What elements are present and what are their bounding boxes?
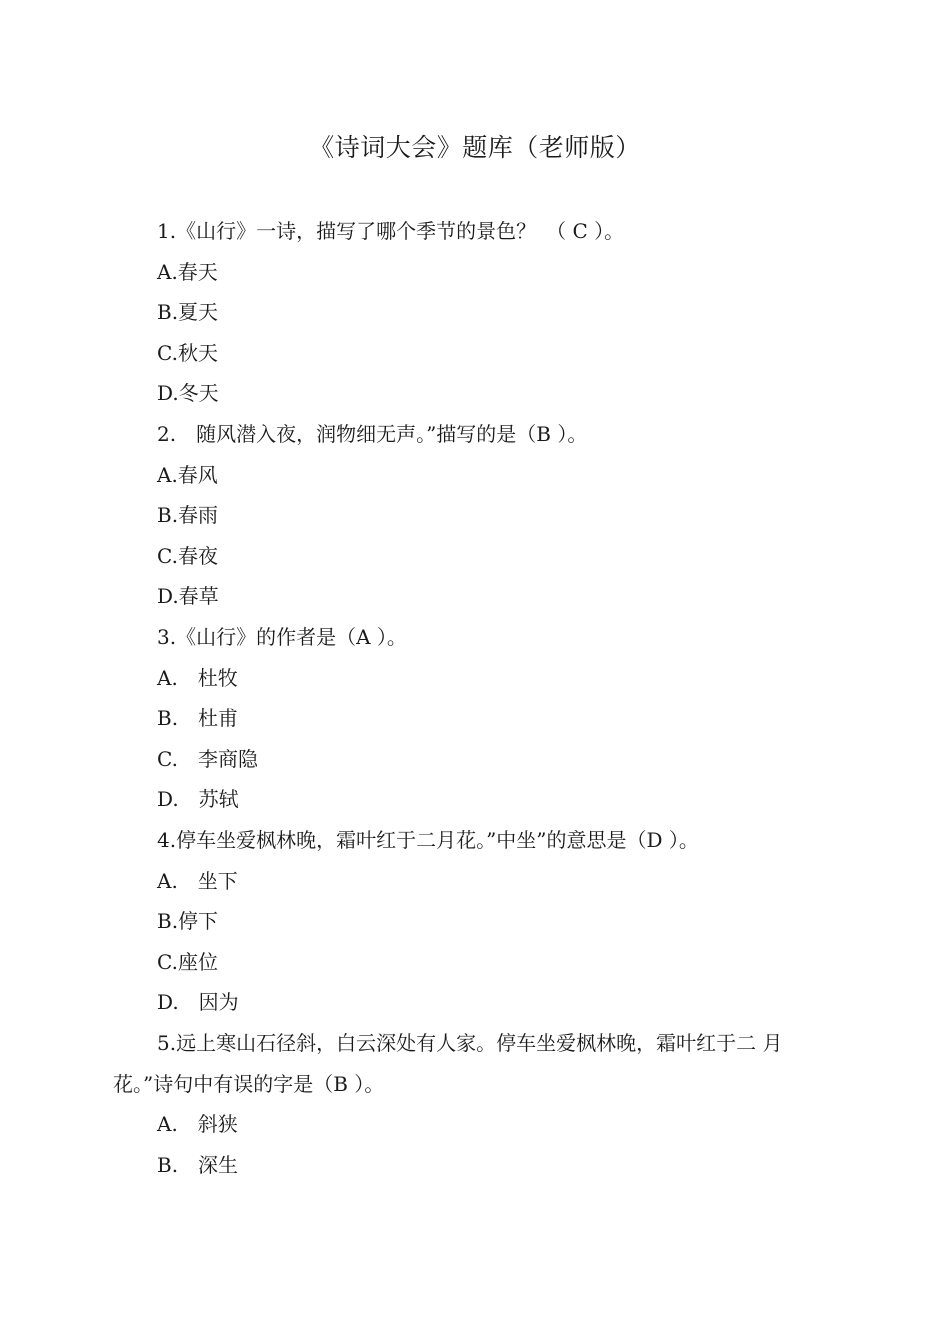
document-title: 《诗词大会》题库（老师版） xyxy=(309,133,641,162)
option-2c: C.春夜 xyxy=(157,544,218,568)
option-1b: B.夏天 xyxy=(157,300,219,324)
option-4c: C.座位 xyxy=(157,950,218,974)
option-2d: D.春草 xyxy=(157,584,219,608)
option-3b: B. 杜甫 xyxy=(157,706,239,730)
question-3: 3.《山行》的作者是（A ）。 xyxy=(157,625,407,649)
option-3c: C. 李商隐 xyxy=(157,747,258,771)
option-1a: A.春天 xyxy=(157,260,218,284)
question-1: 1.《山行》一诗，描写了哪个季节的景色？ （ C ）。 xyxy=(157,219,625,243)
question-5-continued: 花。”诗句中有误的字是（B ）。 xyxy=(113,1072,385,1096)
option-3a: A. 杜牧 xyxy=(157,666,238,690)
question-5: 5.远上寒山石径斜，白云深处有人家。停车坐爱枫林晚，霜叶红于二 月 xyxy=(157,1031,783,1055)
option-1d: D.冬天 xyxy=(157,381,219,405)
option-2a: A.春风 xyxy=(157,463,218,487)
question-2: 2. 随风潜入夜，润物细无声。”描写的是（B ）。 xyxy=(157,422,588,446)
option-4b: B.停下 xyxy=(157,909,219,933)
option-5a: A. 斜狭 xyxy=(157,1112,238,1136)
option-4d: D. 因为 xyxy=(157,990,239,1014)
option-1c: C.秋天 xyxy=(157,341,218,365)
question-4: 4.停车坐爱枫林晚，霜叶红于二月花。”中坐”的意思是（D ）。 xyxy=(157,828,699,852)
option-5b: B. 深生 xyxy=(157,1153,239,1177)
option-4a: A. 坐下 xyxy=(157,869,238,893)
option-3d: D. 苏轼 xyxy=(157,787,239,811)
option-2b: B.春雨 xyxy=(157,503,219,527)
